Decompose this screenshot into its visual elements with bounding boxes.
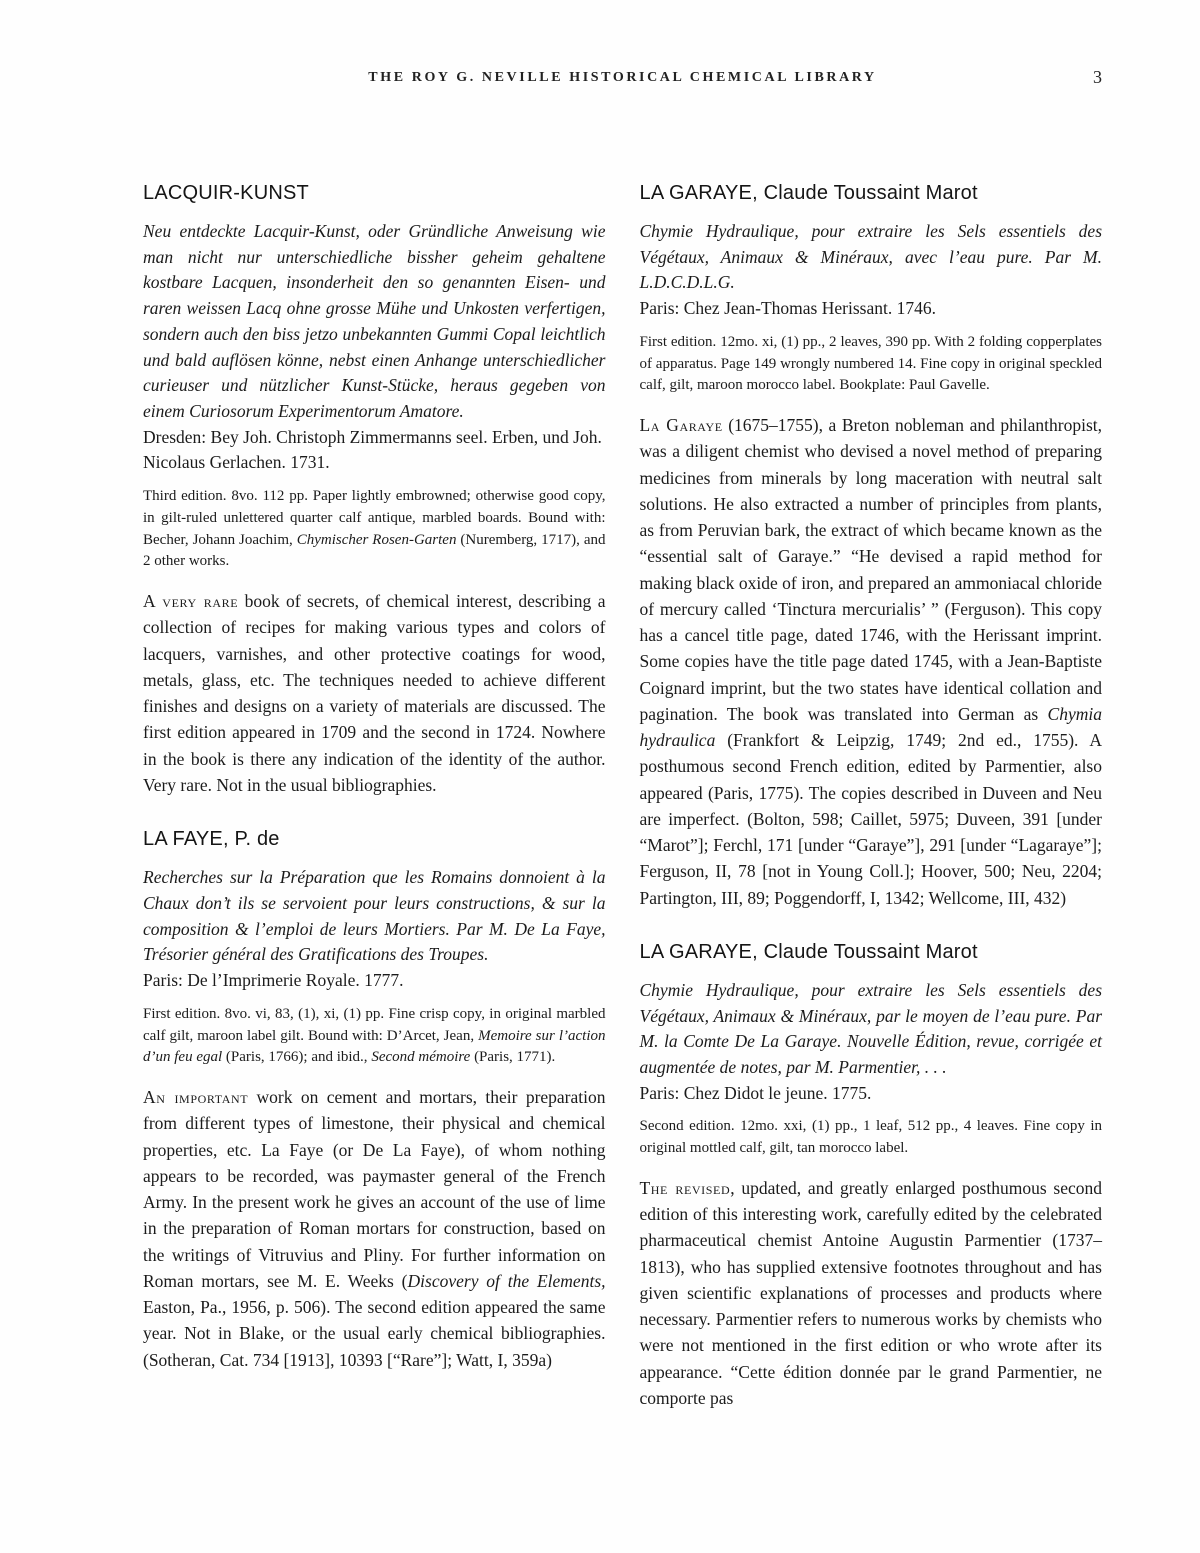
catalog-entry-la-faye [143, 828, 606, 1373]
entry-imprint: Paris: Chez Jean-Thomas Herissant. 1746. [639, 298, 936, 319]
catalog-entry-la-garaye-1775 [640, 941, 1103, 1411]
catalog-entry-lacquir-kunst [143, 182, 606, 798]
entry-collation: Third edition. 8vo. 112 pp. Paper lightly embrowned; otherwise good copy, in gilt-ruled unlettered quarter calf antique, marbled boards. Bound with: Becher, Johann Joachim, Chymischer Rosen-Garten (Nuremberg, 1717), and 2 other works. [143, 488, 606, 570]
entry-heading: LA GARAYE, Claude Toussaint Marot [639, 182, 978, 204]
entry-heading: LA GARAYE, Claude Toussaint Marot [639, 940, 978, 963]
page-number: 3 [1093, 67, 1102, 87]
entry-imprint: Paris: Chez Didot le jeune. 1775. [639, 1082, 872, 1103]
text-columns [143, 182, 1102, 1441]
entry-heading: LACQUIR-KUNST [143, 182, 309, 204]
entry-title: Recherches sur la Préparation que les Romains donnoient à la Chaux don’t ils se servoient pour leurs constructions, & sur la composition & l’emploi de leurs Mortiers. Par M. De La Faye, Trésorier général des Gratifications des Troupes. [143, 867, 606, 965]
catalog-entry-la-garaye-1746 [640, 182, 1103, 911]
entry-title: Chymie Hydraulique, pour extraire les Sels essentiels des Végétaux, Animaux & Minéraux, par le moyen de l’eau pure. Par M. la Comte De La Garaye. Nouvelle Édition, revue, corrigée et augmentée de notes, par M. Parmentier, . . . [639, 979, 1102, 1078]
entry-title: Neu entdeckte Lacquir-Kunst, oder Gründliche Anweisung wie man nicht nur unterschiedliche bissher geheim gehaltene kostbare Lacquen, insonderheit den so genannten Eisen- und raren weissen Lacq ohne grosse Mühe und Unkosten verfertigen, sondern auch den biss jetzo unbekannten Gummi Copal leichtlich und bald auflösen könne, nebst einen Anhange unterschiedlicher curieuser und nützlicher Kunst-Stücke, heraus gegeben von einem Curiosorum Experimentorum Amatore. [143, 221, 606, 422]
entry-collation: First edition. 12mo. xi, (1) pp., 2 leaves, 390 pp. With 2 folding copperplates of apparatus. Page 149 wrongly numbered 14. Fine copy in original speckled calf, gilt, maroon morocco label. Bookplate: Paul Gavelle. [639, 333, 1102, 394]
page-header [143, 67, 1102, 94]
column-right [640, 182, 1103, 1441]
entry-title: Chymie Hydraulique, pour extraire les Sels essentiels des Végétaux, Animaux & Minéraux, avec l’eau pure. Par M. L.D.C.D.L.G. [639, 221, 1102, 293]
running-head-title: THE ROY G. NEVILLE HISTORICAL CHEMICAL LIBRARY [368, 70, 877, 85]
entry-collation: Second edition. 12mo. xxi, (1) pp., 1 leaf, 512 pp., 4 leaves. Fine copy in original mottled calf, gilt, tan morocco label. [639, 1118, 1102, 1157]
entry-description: An important work on cement and mortars, their preparation from different types of limestone, their physical and chemical properties, etc. La Faye (or De La Faye), of whom nothing appears to be recorded, was paymaster general of the French Army. In the present work he gives an account of the use of lime in the preparation of Roman mortars for construction, based on the writings of Vitruvius and Pliny. For further information on Roman mortars, see M. E. Weeks (Discovery of the Elements, Easton, Pa., 1956, p. 506). The second edition appeared the same year. Not in Blake, or the usual early chemical bibliographies. (Sotheran, Cat. 734 [1913], 10393 [“Rare”]; Watt, I, 359a) [143, 1087, 606, 1370]
column-left [143, 182, 606, 1441]
entry-imprint: Dresden: Bey Joh. Christoph Zimmermanns seel. Erben, und Joh. Nicolaus Gerlachen. 1731. [143, 426, 602, 473]
entry-description: The revised, updated, and greatly enlarged posthumous second edition of this interesting work, carefully edited by the celebrated pharmaceutical chemist Antoine Augustin Parmentier (1737–1813), who has supplied extensive footnotes throughout and has given scientific explanations of processes and products where necessary. Parmentier refers to numerous works by chemists who were not mentioned in the first edition or who wrote after its appearance. “Cette édition donnée par le grand Parmentier, ne comporte pas [639, 1177, 1102, 1408]
entry-imprint: Paris: De l’Imprimerie Royale. 1777. [143, 970, 404, 991]
entry-heading: LA FAYE, P. de [143, 828, 280, 851]
entry-collation: First edition. 8vo. vi, 83, (1), xi, (1) pp. Fine crisp copy, in original marbled calf gilt, maroon label gilt. Bound with: D’Arcet, Jean, Memoire sur l’action d’un feu egal (Paris, 1766); and ibid., Second mémoire (Paris, 1771). [143, 1005, 606, 1066]
entry-description: A very rare book of secrets, of chemical interest, describing a collection of recipes for making various types and colors of lacquers, varnishes, and other protective coatings for wood, metals, glass, etc. The techniques needed to achieve different finishes and designs on a variety of materials are discussed. The first edition appeared in 1709 and the second in 1724. Nowhere in the book is there any indication of the identity of the author. Very rare. Not in the usual bibliographies. [143, 591, 606, 795]
entry-description: La Garaye (1675–1755), a Breton nobleman and philanthropist, was a diligent chemist who devised a novel method of preparing medicines from minerals by long maceration with neutral salt solutions. He also extracted a number of principles from plants, as from Peruvian bark, the extract of which became known as the “essential salt of Garaye.” “He devised a rapid method for making black oxide of iron, and prepared an ammoniacal chloride of mercury called ‘Tinctura mercurialis’ ” (Ferguson). This copy has a cancel title page, dated 1746, with the Herissant imprint. Some copies have the title page dated 1745, with a Jean-Baptiste Coignard imprint, but the two states have identical collation and pagination. The book was translated into German as Chymia hydraulica (Frankfort & Leipzig, 1749; 2nd ed., 1755). A posthumous second French edition, edited by Parmentier, also appeared (Paris, 1775). The copies described in Duveen and Neu are imperfect. (Bolton, 598; Caillet, 5975; Duveen, 391 [under “Marot”]; Ferchl, 171 [under “Garaye”], 291 [under “Lagaraye”]; Ferguson, II, 78 [not in Young Coll.]; Hoover, 500; Neu, 2204; Partington, III, 89; Poggendorff, I, 1342; Wellcome, III, 432) [639, 415, 1102, 908]
